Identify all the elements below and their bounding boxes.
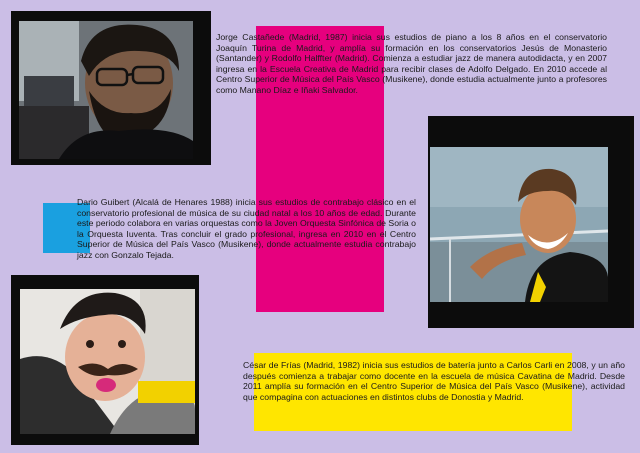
bio-cesar: César de Frías (Madrid, 1982) inicia sus estudios de batería junto a Carlos Carli en 2008, y un año después comienza a trabajar como docente en la escuela de música Cavatina de Madrid. Desde 2011 amplía su formación en el Centro Superior de Música del País Vasco (Musikene), actividad que compagina con actuaciones en distintos clubs de Donostia y Madrid. — [243, 360, 625, 402]
portrait-dario — [430, 147, 608, 302]
bio-jorge: Jorge Castañede (Madrid, 1987) inicia sus estudios de piano a los 8 años en el conservatorio Joaquín Turina de Madrid, y amplía su formación en los conservatorios Jesús de Monasterio (Santander) y Rodolfo Halffter (Madrid). Comienza a estudiar jazz de manera autodidacta, y en 2007 ingresa en la Escuela Creativa de Madrid para recibir clases de Adolfo Delgado. En 2010 accede al Centro Superior de Música del País Vasco (Musikene), donde estudia actualmente junto a profesores como Manano Díaz e Iñaki Salvador. — [216, 32, 607, 95]
bio-dario: Dario Guibert (Alcalá de Henares 1988) inicia sus estudios de contrabajo clásico en el conservatorio profesional de música de su ciudad natal a los 10 años de edad. Durante este periodo colabora en varias orquestas como la Joven Orquesta Sinfónica de Soria o la Orquesta Iuventa. Tras concluir el grado profesional, ingresa en 2010 en el Centro Superior de Música del País Vasco (Musikene), donde actualmente estudia contrabajo jazz con Gonzalo Tejada. — [77, 197, 416, 260]
portrait-cesar — [20, 289, 195, 434]
portrait-jorge — [19, 21, 193, 159]
